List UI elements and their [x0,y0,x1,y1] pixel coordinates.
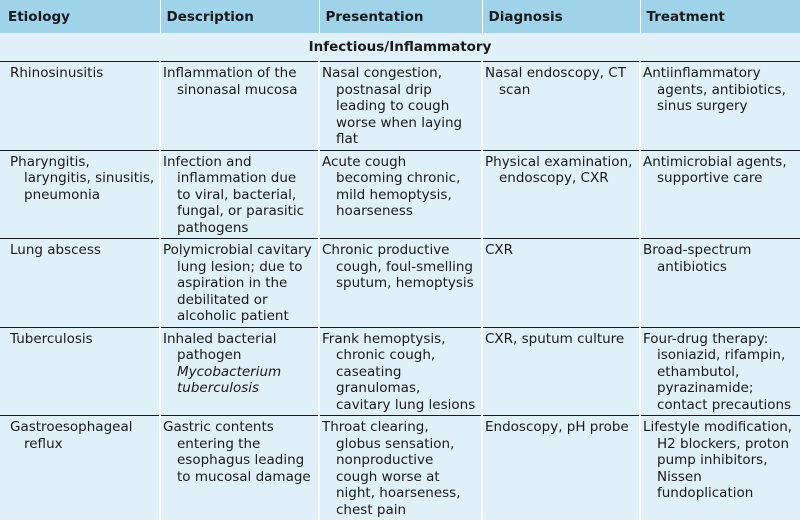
header-presentation: Presentation [319,0,482,33]
cell-presentation [319,416,482,521]
cell-text: Frank hemoptysis, chronic cough, caseating granulomas, cavitary lung lesions [322,330,476,413]
header-etiology: Etiology [0,0,160,33]
cell-text: Rhinosinusitis [10,65,104,81]
cell-text: Inflammation of the sinonasal mucosa [163,65,298,98]
cell-text: Chronic productive cough, foul-smelling sputum, hemoptysis [322,242,474,291]
cell-etiology [0,327,160,416]
cell-text: Gastric contents entering the esophagus leading to mucosal damage [163,419,311,485]
cell-treatment [640,150,800,239]
cell-text: Physical examination, endoscopy, CXR [485,153,633,186]
header-row [0,0,800,33]
cell-etiology [0,150,160,239]
cell-text: CXR, sputum culture [485,330,625,347]
table-row [0,150,800,239]
cell-diagnosis [482,150,640,239]
section-title: Infectious/Inflammatory [0,33,800,62]
cell-text: CXR [485,242,514,258]
cell-diagnosis [482,416,640,521]
cell-presentation [319,62,482,151]
table-row [0,62,800,151]
header-description: Description [160,0,319,33]
table-row [0,416,800,521]
cell-text: Throat clearing, globus sensation, nonproductive cough worse at night, hoarseness, chest pain [322,419,461,518]
cell-text: Tuberculosis [10,330,93,347]
cell-etiology [0,416,160,521]
cell-text: Lung abscess [10,242,101,258]
section-row [0,33,800,62]
cell-text: Lifestyle modification, H2 blockers, proton pump inhibitors, Nissen fundoplication [643,419,793,501]
cell-etiology [0,239,160,328]
cell-description [160,327,319,416]
cell-presentation [319,327,482,416]
pathogen-name: Mycobacterium tuberculosis [177,363,282,396]
cell-text: Infection and inflammation due to viral, bacterial, fungal, or parasitic pathogens [163,153,305,236]
cell-presentation [319,150,482,239]
cell-presentation [319,239,482,328]
cell-description [160,62,319,151]
cell-text: Nasal endoscopy, CT scan [485,65,626,98]
cell-treatment [640,327,800,416]
cell-text [163,331,314,397]
cell-etiology [0,62,160,151]
cell-text: Antimicrobial agents, supportive care [643,153,787,186]
table-row [0,327,800,416]
description-prefix: Inhaled bacterial pathogen [163,330,277,363]
cell-text: Gastroesophageal reflux [10,419,133,452]
cell-text: Acute cough becoming chronic, mild hemoptysis, hoarseness [322,153,461,219]
table-row [0,239,800,328]
cell-text: Polymicrobial cavitary lung lesion; due to aspiration in the debilitated or alcoholic patient [163,242,312,324]
cell-treatment [640,239,800,328]
header-diagnosis: Diagnosis [482,0,640,33]
cell-text: Four-drug therapy: isoniazid, rifampin, ethambutol, pyrazinamide; contact precautions [643,330,792,413]
cell-text: Broad-spectrum antibiotics [643,242,752,275]
cell-description [160,416,319,521]
cell-treatment [640,416,800,521]
cell-diagnosis [482,62,640,151]
cell-description [160,239,319,328]
cell-diagnosis [482,239,640,328]
cell-text: Antiinflammatory agents, antibiotics, sinus surgery [643,65,786,114]
cell-diagnosis [482,327,640,416]
cell-description [160,150,319,239]
cell-text: Pharyngitis, laryngitis, sinusitis, pneumonia [10,153,155,203]
cell-treatment [640,62,800,151]
cell-text: Nasal congestion, postnasal drip leading to cough worse when laying flat [322,65,463,147]
cell-text: Endoscopy, pH probe [485,419,629,435]
header-treatment: Treatment [640,0,800,33]
